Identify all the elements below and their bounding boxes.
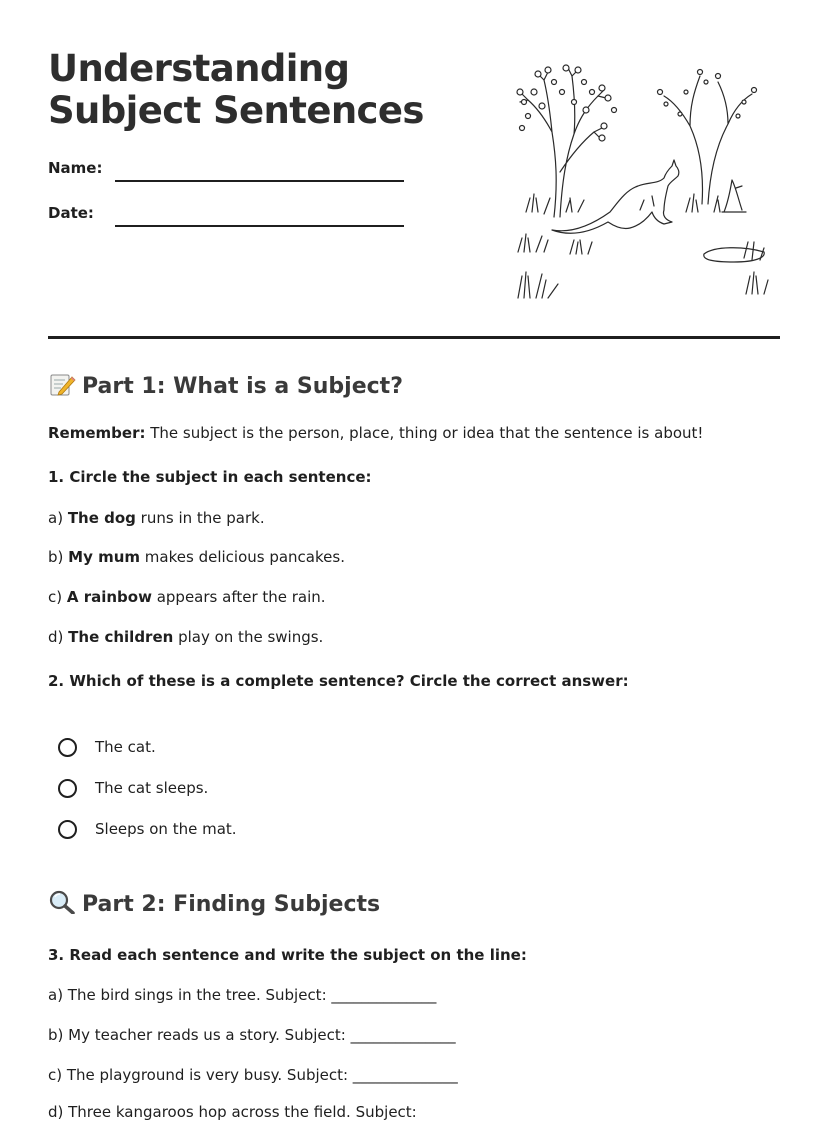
sentence-rest: makes delicious pancakes. [140,548,345,566]
part2-heading-text: Part 2: Finding Subjects [82,892,381,917]
fill-in-item-b[interactable]: b) My teacher reads us a story. Subject: ______________ [48,1026,456,1044]
question-3: 3. Read each sentence and write the subject on the line: [48,946,527,964]
date-field[interactable] [115,225,404,227]
sentence-d [48,628,323,646]
remember-note [48,424,703,442]
option-label: The cat sleeps. [95,779,209,797]
fill-in-item-a[interactable]: a) The bird sings in the tree. Subject: ______________ [48,986,437,1004]
fill-in-item-d[interactable]: d) Three kangaroos hop across the field. Subject: [48,1103,417,1121]
sentence-b [48,548,345,566]
header-divider [48,336,780,339]
date-label: Date: [48,204,94,222]
sentence-prefix: b) [48,548,69,566]
outback-kangaroo-illustration [514,62,776,304]
worksheet-page [48,0,780,1121]
name-field[interactable] [115,180,404,182]
sentence-subject[interactable]: The children [68,628,174,646]
sentence-rest: runs in the park. [135,509,265,527]
radio-circle-icon[interactable] [58,738,77,757]
question-1: 1. Circle the subject in each sentence: [48,468,372,486]
sentence-subject[interactable]: The dog [67,509,136,527]
sentence-rest: play on the swings. [173,628,324,646]
part1-heading [48,372,403,399]
memo-pencil-icon [48,372,76,396]
sentence-a [48,509,265,527]
part1-heading-text: Part 1: What is a Subject? [82,374,403,399]
rocks-icon [704,180,764,262]
radio-circle-icon[interactable] [58,779,77,798]
remember-text: The subject is the person, place, thing or idea that the sentence is about! [145,424,704,442]
kangaroo-icon [552,160,679,233]
sentence-rest: appears after the rain. [151,588,326,606]
part2-heading [48,890,380,917]
sentence-subject[interactable]: My mum [68,548,141,566]
sentence-prefix: a) [48,509,68,527]
right-tree-icon [658,70,757,213]
worksheet-title: Understanding Subject Sentences [48,47,424,132]
name-label: Name: [48,159,103,177]
fill-in-item-c[interactable]: c) The playground is very busy. Subject: ______________ [48,1066,458,1084]
sentence-subject[interactable]: A rainbow [66,588,152,606]
sentence-prefix: c) [48,588,67,606]
grass-icon [514,234,776,302]
option-label: The cat. [95,738,156,756]
left-tree-icon [517,65,617,217]
question-2: 2. Which of these is a complete sentence? Circle the correct answer: [48,672,629,690]
remember-label: Remember: [48,424,146,442]
sentence-prefix: d) [48,628,69,646]
radio-circle-icon[interactable] [58,820,77,839]
sentence-c [48,588,326,606]
option-label: Sleeps on the mat. [95,820,237,838]
magnifying-glass-icon [48,890,76,914]
